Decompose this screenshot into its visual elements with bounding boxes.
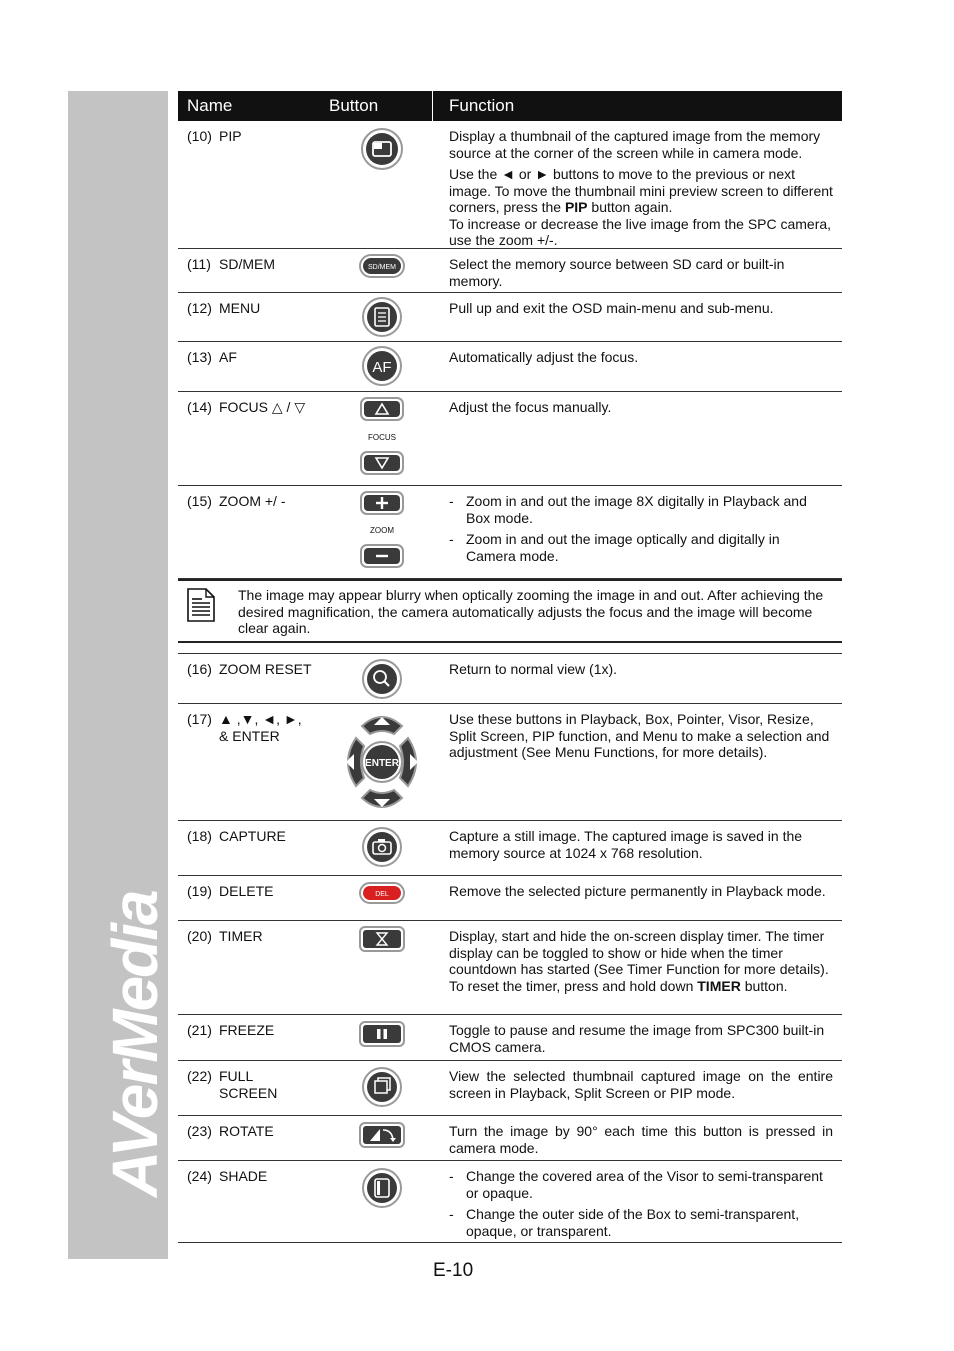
table-row — [178, 293, 842, 342]
navigation-pad-icon — [334, 704, 434, 820]
row-function — [449, 1022, 833, 1060]
af-button[interactable] — [338, 342, 430, 391]
row-name: PIP — [219, 128, 242, 144]
row-function — [449, 711, 833, 766]
row-function — [449, 828, 833, 866]
function-text: Capture a still image. The captured image is saved in the memory source at 1024 x 768 resolution. — [449, 828, 803, 861]
row-number: (22) — [187, 1068, 212, 1084]
svg-text:FOCUS: FOCUS — [368, 433, 396, 442]
svg-text:SD/MEM: SD/MEM — [368, 264, 396, 271]
function-text: Use these buttons in Playback, Box, Pointer, Visor, Resize, Split Screen, PIP function, and Menu to make a selection and adjustment (See Menu Functions, for more details). — [449, 711, 830, 760]
full-screen-icon — [338, 1061, 430, 1115]
table-row — [178, 654, 842, 704]
pip-button[interactable] — [338, 121, 430, 248]
table-row — [178, 392, 842, 486]
row-name: ▲ ,▼, ◄, ►, & ENTER — [219, 711, 302, 744]
function-text: Select the memory source between SD card or built-in memory. — [449, 256, 785, 289]
note-box — [178, 579, 842, 643]
row-number: (10) — [187, 128, 212, 144]
brand-logo: AVerMedia — [99, 891, 171, 1197]
row-name: FOCUS △ / ▽ — [219, 399, 306, 415]
svg-text:ZOOM: ZOOM — [370, 526, 394, 535]
header-divider — [432, 91, 433, 121]
page-number: E-10 — [433, 1260, 474, 1281]
function-text: Adjust the focus manually. — [449, 399, 612, 415]
delete-icon — [338, 876, 430, 920]
row-number: (12) — [187, 300, 212, 316]
zoom-reset-icon — [338, 654, 430, 703]
header-button: Button — [329, 96, 379, 115]
row-function — [449, 300, 833, 322]
note-text: The image may appear blurry when optically zooming the image in and out. After achieving the desired magnification, the camera automatically adjusts the focus and the image will become clear again. — [238, 587, 824, 636]
row-number: (14) — [187, 399, 212, 415]
pip-icon — [338, 121, 430, 181]
zoom-reset-button[interactable] — [338, 654, 430, 703]
button-function-table — [178, 91, 842, 1243]
shade-icon — [338, 1161, 430, 1221]
row-number: (24) — [187, 1168, 212, 1184]
full-screen-button[interactable] — [338, 1061, 430, 1115]
row-name: ZOOM +/ - — [219, 493, 286, 509]
table-header — [178, 91, 842, 121]
function-text: View the selected thumbnail captured image on the entire screen in Playback, Split Screen or PIP mode. — [449, 1068, 833, 1101]
row-number: (13) — [187, 349, 212, 365]
header-name: Name — [187, 96, 233, 115]
rotate-button[interactable] — [338, 1116, 430, 1160]
row-name: AF — [219, 349, 237, 365]
row-name: CAPTURE — [219, 828, 286, 844]
row-function — [449, 883, 833, 905]
row-number: (19) — [187, 883, 212, 899]
row-number: (21) — [187, 1022, 212, 1038]
menu-button[interactable] — [338, 293, 430, 341]
sidebar-band — [68, 91, 171, 1259]
row-number: (11) — [187, 256, 211, 272]
function-text: Pull up and exit the OSD main-menu and sub-menu. — [449, 300, 774, 316]
bullet-item: - Change the covered area of the Visor to semi-transparent or opaque. — [449, 1168, 833, 1201]
zoom-buttons[interactable] — [338, 486, 430, 578]
timer-icon — [338, 921, 430, 961]
zoom-icon — [338, 486, 430, 578]
svg-text:DEL: DEL — [375, 891, 389, 898]
row-number: (17) — [187, 711, 212, 727]
sd-mem-button[interactable] — [338, 249, 430, 292]
rotate-icon — [338, 1116, 430, 1156]
bullet-item: - Zoom in and out the image optically and digitally in Camera mode. — [449, 531, 833, 564]
row-name: FULL SCREEN — [219, 1068, 278, 1101]
function-text: Display a thumbnail of the captured image from the memory source at the corner of the screen while in camera mode. — [449, 128, 821, 161]
row-function — [449, 1168, 833, 1244]
row-function — [449, 128, 833, 254]
shade-button[interactable] — [338, 1161, 430, 1242]
table-row — [178, 704, 842, 821]
function-text: Return to normal view (1x). — [449, 661, 618, 677]
function-text: Toggle to pause and resume the image from SPC300 built-in CMOS camera. — [449, 1022, 825, 1055]
af-icon — [338, 342, 430, 391]
row-function — [449, 1123, 833, 1161]
function-text: Use the ◄ or ► buttons to move to the previous or next image. To move the thumbnail mini preview screen to different corners, press the PIP button again. — [449, 166, 833, 215]
function-text: Turn the image by 90° each time this button is pressed in camera mode. — [449, 1123, 833, 1156]
freeze-icon — [338, 1015, 430, 1055]
delete-button[interactable] — [338, 876, 430, 920]
table-row — [178, 121, 842, 249]
svg-text:ENTER: ENTER — [365, 758, 399, 769]
menu-icon — [338, 293, 430, 341]
row-name: TIMER — [219, 928, 263, 944]
function-text: Remove the selected picture permanently in Playback mode. — [449, 883, 826, 899]
header-function: Function — [449, 96, 515, 115]
row-function — [449, 928, 833, 999]
table-row — [178, 249, 842, 293]
capture-button[interactable] — [338, 821, 430, 875]
focus-buttons[interactable] — [338, 392, 430, 485]
focus-icon — [338, 392, 430, 485]
table-row — [178, 821, 842, 876]
note-icon — [186, 587, 216, 623]
function-text: Display, start and hide the on-screen display timer. The timer display can be toggled to show or hide when the timer countdown has started (See Timer Function for more details). To reset the timer, press and hold down TIMER button. — [449, 928, 829, 994]
table-row — [178, 1161, 842, 1243]
row-name: FREEZE — [219, 1022, 275, 1038]
table-row — [178, 486, 842, 579]
function-text: To increase or decrease the live image from the SPC camera, use the zoom +/-. — [449, 215, 832, 248]
bullet-item: - Change the outer side of the Box to semi-transparent, opaque, or transparent. — [449, 1206, 833, 1239]
row-number: (15) — [187, 493, 212, 509]
row-name: SHADE — [219, 1168, 268, 1184]
row-function — [449, 661, 833, 683]
row-function — [449, 399, 833, 421]
sd-mem-icon — [338, 249, 430, 292]
table-row — [178, 921, 842, 1015]
row-number: (18) — [187, 828, 212, 844]
navigation-pad[interactable] — [338, 704, 430, 820]
row-name: ZOOM RESET — [219, 661, 312, 677]
row-name: MENU — [219, 300, 261, 316]
timer-button[interactable] — [338, 921, 430, 1014]
svg-text:AF: AF — [372, 359, 392, 376]
row-function — [449, 349, 833, 371]
table-row — [178, 1061, 842, 1116]
bullet-item: - Zoom in and out the image 8X digitally in Playback and Box mode. — [449, 493, 833, 526]
row-name: SD/MEM — [219, 256, 275, 272]
camera-icon — [338, 821, 430, 875]
table-row — [178, 1116, 842, 1161]
row-name: ROTATE — [219, 1123, 274, 1139]
table-row — [178, 876, 842, 921]
row-function — [449, 1068, 833, 1106]
row-function — [449, 493, 833, 569]
freeze-button[interactable] — [338, 1015, 430, 1060]
row-name: DELETE — [219, 883, 274, 899]
table-row — [178, 1015, 842, 1061]
table-row — [178, 342, 842, 392]
function-text: Automatically adjust the focus. — [449, 349, 639, 365]
row-number: (20) — [187, 928, 212, 944]
row-number: (23) — [187, 1123, 212, 1139]
row-number: (16) — [187, 661, 212, 677]
divider — [178, 643, 842, 654]
row-function — [449, 256, 833, 294]
